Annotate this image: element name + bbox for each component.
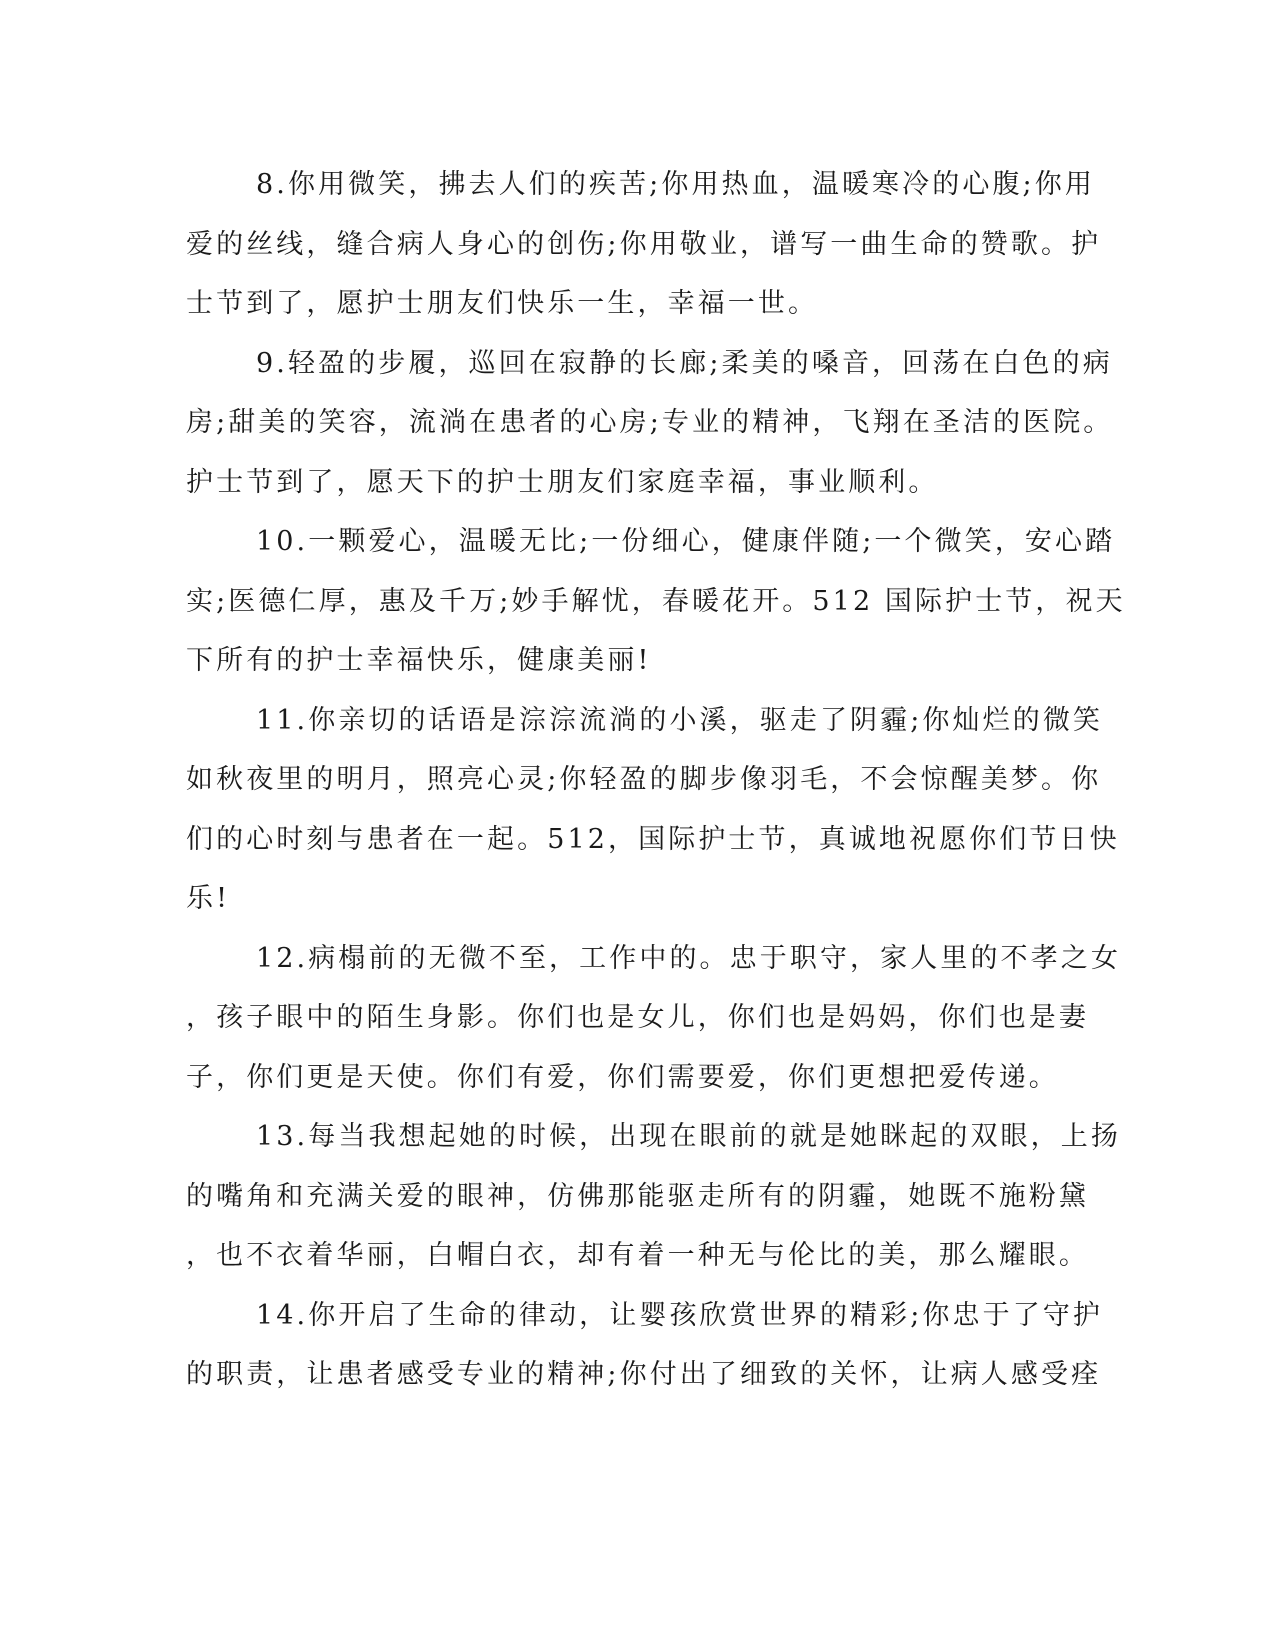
text-line: 们的心时刻与患者在一起。512，国际护士节，真诚地祝愿你们节日快 xyxy=(186,823,1120,855)
document-body xyxy=(186,155,1126,1405)
text-line: 13.每当我想起她的时候，出现在眼前的就是她眯起的双眼，上扬 xyxy=(256,1121,1121,1152)
paragraph-8 xyxy=(186,155,1102,334)
paragraph-14 xyxy=(186,1286,1104,1405)
text-line: 爱的丝线，缝合病人身心的创伤;你用敬业，谱写一曲生命的赞歌。护 xyxy=(186,228,1102,260)
paragraph-11 xyxy=(186,691,1120,929)
text-line: 8.你用微笑，拂去人们的疾苦;你用热血，温暖寒冷的心腹;你用 xyxy=(256,169,1095,200)
text-line: 护士节到了，愿天下的护士朋友们家庭幸福，事业顺利。 xyxy=(186,466,939,498)
text-line: 10.一颗爱心，温暖无比;一份细心，健康伴随;一个微笑，安心踏 xyxy=(256,526,1116,557)
text-line: 士节到了，愿护士朋友们快乐一生，幸福一世。 xyxy=(186,288,819,319)
text-line: 的职责，让患者感受专业的精神;你付出了细致的关怀，让病人感受痊 xyxy=(186,1359,1102,1390)
text-line: 11.你亲切的话语是淙淙流淌的小溪，驱走了阴霾;你灿烂的微笑 xyxy=(256,704,1104,736)
text-line: 下所有的护士幸福快乐，健康美丽! xyxy=(186,645,652,676)
paragraph-9 xyxy=(186,334,1114,513)
text-line: 如秋夜里的明月，照亮心灵;你轻盈的脚步像羽毛，不会惊醒美梦。你 xyxy=(186,764,1102,795)
paragraph-13 xyxy=(186,1107,1121,1286)
text-line: 实;医德仁厚，惠及千万;妙手解忧，春暖花开。512 国际护士节，祝天 xyxy=(186,585,1126,617)
text-line: ，孩子眼中的陌生身影。你们也是女儿，你们也是妈妈，你们也是妻 xyxy=(186,1002,1089,1033)
text-line: 房;甜美的笑容，流淌在患者的心房;专业的精神，飞翔在圣洁的医院。 xyxy=(186,407,1114,438)
text-line: 乐! xyxy=(186,883,231,914)
paragraph-12 xyxy=(186,929,1121,1108)
paragraph-10 xyxy=(186,512,1126,691)
text-line: 子，你们更是天使。你们有爱，你们需要爱，你们更想把爱传递。 xyxy=(186,1061,1059,1093)
text-line: 12.病榻前的无微不至，工作中的。忠于职守，家人里的不孝之女 xyxy=(256,942,1121,974)
text-line: 14.你开启了生命的律动，让婴孩欣赏世界的精彩;你忠于了守护 xyxy=(256,1299,1104,1331)
text-line: ，也不衣着华丽，白帽白衣，却有着一种无与伦比的美，那么耀眼。 xyxy=(186,1240,1089,1271)
text-line: 的嘴角和充满关爱的眼神，仿佛那能驱走所有的阴霾，她既不施粉黛 xyxy=(186,1180,1089,1212)
text-line: 9.轻盈的步履，巡回在寂静的长廊;柔美的嗓音，回荡在白色的病 xyxy=(256,347,1113,379)
